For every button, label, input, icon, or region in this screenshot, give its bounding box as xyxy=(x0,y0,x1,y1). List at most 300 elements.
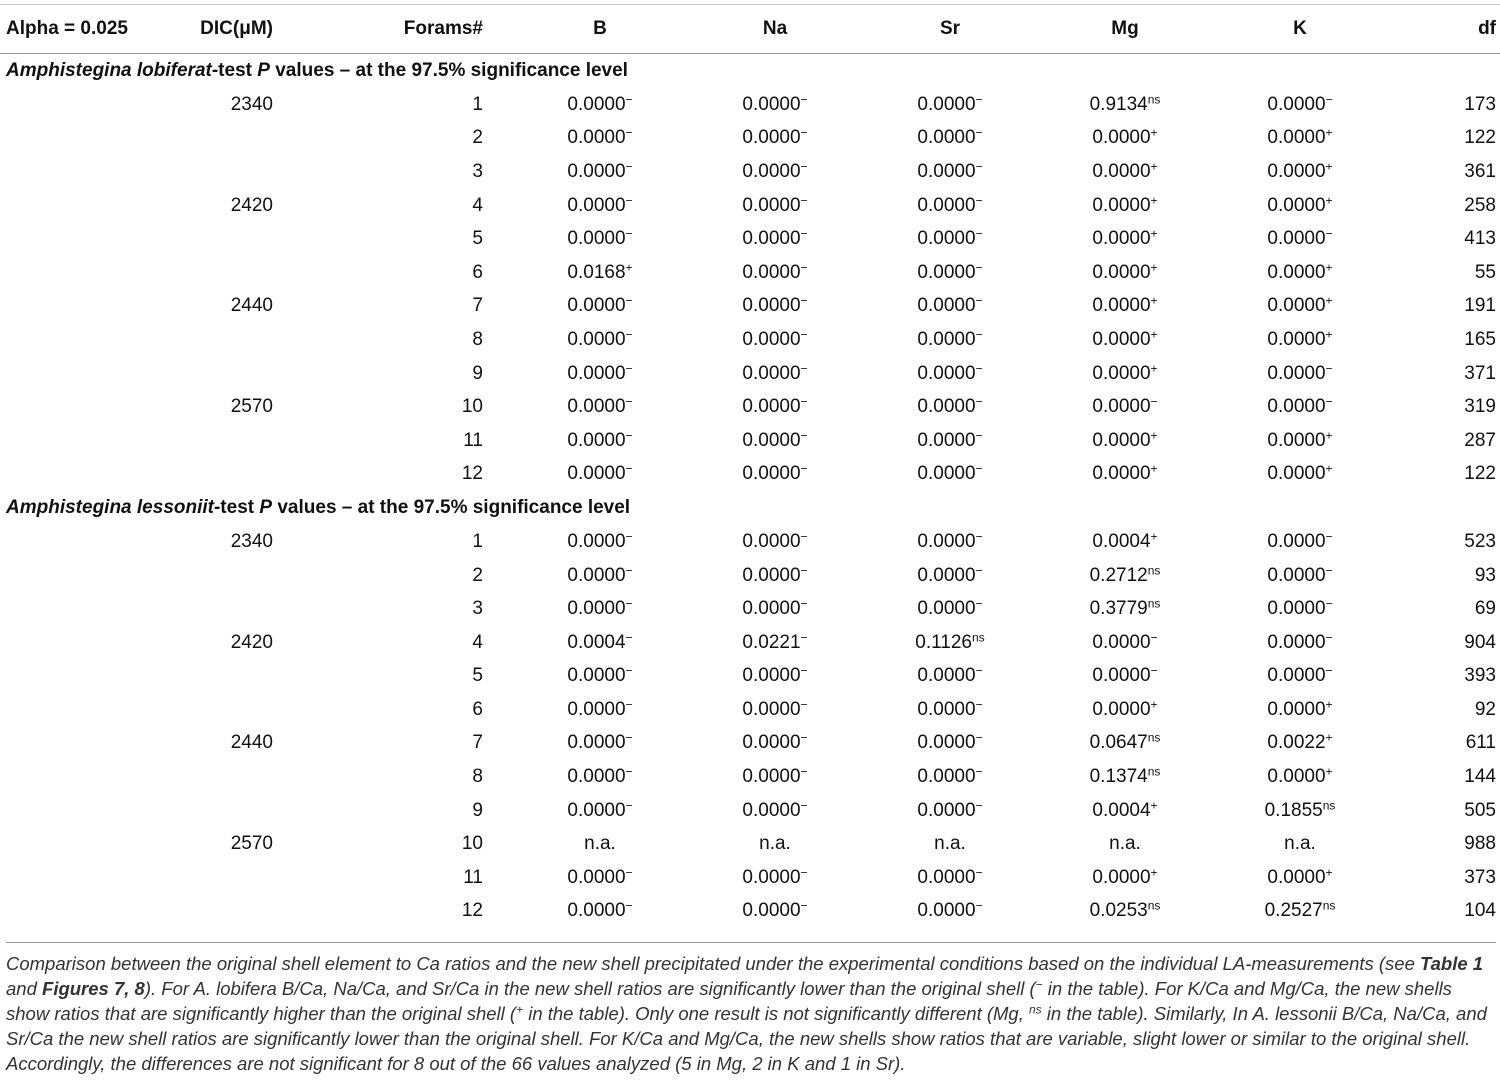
pvalue: 0.0000 xyxy=(742,598,801,620)
pvalue-cell-sr xyxy=(860,626,1040,660)
significance-mark: − xyxy=(625,764,633,779)
alpha-cell xyxy=(0,895,150,929)
pvalue-cell-mg xyxy=(1040,525,1210,559)
dic-cell xyxy=(150,794,300,828)
pvalue-cell-k xyxy=(1210,424,1390,458)
pvalue: 0.0000 xyxy=(742,93,801,115)
pvalue: 0.0000 xyxy=(742,362,801,384)
pvalue-cell-sr xyxy=(860,525,1040,559)
pvalue-cell-sr xyxy=(860,727,1040,761)
pvalue-cell-k xyxy=(1210,693,1390,727)
significance-mark: − xyxy=(1325,529,1333,544)
pvalue-cell-b xyxy=(510,626,690,660)
pvalue-cell-mg xyxy=(1040,626,1210,660)
pvalue-cell-na xyxy=(690,895,860,929)
pvalue-cell-sr xyxy=(860,390,1040,424)
table-row xyxy=(0,760,1500,794)
pvalue: n.a. xyxy=(1109,833,1141,855)
significance-mark: − xyxy=(975,562,983,577)
pvalue-cell-b xyxy=(510,861,690,895)
significance-mark: + xyxy=(1150,428,1158,443)
significance-mark: − xyxy=(1325,596,1333,611)
pvalue: 0.0000 xyxy=(1092,631,1151,653)
pvalue-cell-na xyxy=(690,827,860,861)
significance-mark: + xyxy=(1150,697,1158,712)
foram-cell: 5 xyxy=(472,665,483,687)
significance-mark: − xyxy=(800,529,808,544)
significance-mark: − xyxy=(975,898,983,913)
alpha-cell xyxy=(0,458,150,492)
significance-mark: − xyxy=(800,360,808,375)
significance-mark: + xyxy=(1325,125,1333,140)
pvalue: 0.0000 xyxy=(742,429,801,451)
pvalue: 0.0000 xyxy=(567,866,626,888)
header-na: Na xyxy=(690,5,860,54)
foram-cell: 3 xyxy=(472,160,483,182)
results-table xyxy=(0,4,1500,928)
significance-mark: − xyxy=(625,865,633,880)
significance-mark: − xyxy=(975,697,983,712)
pvalue-cell-na xyxy=(690,88,860,122)
table-row xyxy=(0,88,1500,122)
pvalue-cell-b xyxy=(510,660,690,694)
alpha-cell xyxy=(0,290,150,324)
alpha-cell xyxy=(0,827,150,861)
alpha-cell xyxy=(0,660,150,694)
significance-mark: + xyxy=(1325,327,1333,342)
pvalue-cell-k xyxy=(1210,760,1390,794)
pvalue-cell-na xyxy=(690,222,860,256)
pvalue-cell-mg xyxy=(1040,290,1210,324)
pvalue: 0.0000 xyxy=(1092,429,1151,451)
pvalue: 0.0000 xyxy=(917,598,976,620)
pvalue-cell-sr xyxy=(860,424,1040,458)
significance-mark: + xyxy=(1150,293,1158,308)
significance-mark: − xyxy=(975,764,983,779)
pvalue-cell-mg xyxy=(1040,122,1210,156)
pvalue-cell-mg xyxy=(1040,424,1210,458)
df-cell: 173 xyxy=(1464,93,1496,115)
pvalue-cell-b xyxy=(510,88,690,122)
table-row xyxy=(0,323,1500,357)
significance-mark: − xyxy=(1150,630,1158,645)
df-cell: 104 xyxy=(1464,900,1496,922)
significance-mark: − xyxy=(975,226,983,241)
significance-mark: − xyxy=(800,125,808,140)
pvalue: 0.0000 xyxy=(917,93,976,115)
significance-mark: − xyxy=(800,730,808,745)
pvalue-cell-na xyxy=(690,155,860,189)
pvalue-cell-k xyxy=(1210,256,1390,290)
significance-mark: − xyxy=(625,730,633,745)
pvalue: 0.0000 xyxy=(567,530,626,552)
pvalue-cell-sr xyxy=(860,290,1040,324)
pvalue-cell-na xyxy=(690,660,860,694)
pvalue-cell-na xyxy=(690,794,860,828)
pvalue-cell-mg xyxy=(1040,592,1210,626)
significance-mark: − xyxy=(800,898,808,913)
pvalue-cell-k xyxy=(1210,290,1390,324)
significance-mark: + xyxy=(1325,428,1333,443)
df-cell: 92 xyxy=(1474,698,1496,720)
pvalue: 0.0004 xyxy=(567,631,626,653)
df-cell: 611 xyxy=(1465,732,1496,754)
pvalue: 0.0000 xyxy=(917,160,976,182)
caption-sup-ns: ns xyxy=(1028,1002,1042,1017)
table-row xyxy=(0,189,1500,223)
pvalue: n.a. xyxy=(584,833,616,855)
table-row xyxy=(0,727,1500,761)
pvalue-cell-na xyxy=(690,189,860,223)
dic-cell xyxy=(150,458,300,492)
alpha-cell xyxy=(0,559,150,593)
table-row xyxy=(0,626,1500,660)
header-k: K xyxy=(1210,5,1390,54)
pvalue-cell-mg xyxy=(1040,155,1210,189)
significance-mark: + xyxy=(1150,192,1158,207)
pvalue-cell-sr xyxy=(860,861,1040,895)
pvalue-cell-b xyxy=(510,357,690,391)
pvalue: 0.0000 xyxy=(742,732,801,754)
significance-mark: − xyxy=(625,92,633,107)
df-cell: 287 xyxy=(1464,429,1496,451)
pvalue-cell-na xyxy=(690,424,860,458)
df-cell: 413 xyxy=(1464,228,1496,250)
alpha-cell xyxy=(0,323,150,357)
significance-mark: − xyxy=(625,798,633,813)
header-alpha: Alpha = 0.025 xyxy=(0,5,150,54)
pvalue-cell-sr xyxy=(860,122,1040,156)
df-cell: 988 xyxy=(1464,833,1496,855)
significance-mark: − xyxy=(625,327,633,342)
significance-mark: − xyxy=(800,192,808,207)
foram-cell: 10 xyxy=(461,833,483,855)
pvalue-cell-sr xyxy=(860,693,1040,727)
dic-cell xyxy=(150,424,300,458)
alpha-cell xyxy=(0,693,150,727)
foram-cell: 11 xyxy=(463,429,483,451)
pvalue: 0.0000 xyxy=(567,598,626,620)
section-title xyxy=(0,54,1500,89)
pvalue-cell-k xyxy=(1210,794,1390,828)
pvalue: 0.0000 xyxy=(1092,396,1151,418)
dic-cell xyxy=(150,222,300,256)
significance-mark: − xyxy=(1325,630,1333,645)
significance-mark: ns xyxy=(1147,596,1161,611)
pvalue-cell-mg xyxy=(1040,256,1210,290)
pvalue: 0.0000 xyxy=(567,732,626,754)
pvalue-cell-sr xyxy=(860,760,1040,794)
pvalue: 0.0000 xyxy=(1092,328,1151,350)
pvalue: 0.0168 xyxy=(567,261,626,283)
pvalue: 0.0000 xyxy=(1267,564,1326,586)
section-title-part: t xyxy=(207,497,214,519)
foram-cell: 1 xyxy=(472,530,483,552)
df-cell: 904 xyxy=(1464,631,1496,653)
dic-cell xyxy=(150,693,300,727)
pvalue-cell-k xyxy=(1210,458,1390,492)
pvalue-cell-mg xyxy=(1040,458,1210,492)
pvalue-cell-mg xyxy=(1040,660,1210,694)
pvalue: 0.0000 xyxy=(917,665,976,687)
pvalue-cell-b xyxy=(510,424,690,458)
significance-mark: − xyxy=(800,562,808,577)
pvalue: 0.0000 xyxy=(1092,295,1151,317)
pvalue-cell-mg xyxy=(1040,827,1210,861)
pvalue: 0.0000 xyxy=(917,564,976,586)
alpha-cell xyxy=(0,626,150,660)
pvalue-cell-b xyxy=(510,559,690,593)
significance-mark: − xyxy=(1325,360,1333,375)
pvalue: 0.0000 xyxy=(567,564,626,586)
pvalue-cell-b xyxy=(510,592,690,626)
pvalue-cell-sr xyxy=(860,458,1040,492)
foram-cell: 10 xyxy=(461,396,483,418)
caption-link-table[interactable]: Table 1 xyxy=(1420,953,1484,974)
pvalue: 0.0000 xyxy=(917,127,976,149)
section-title-part: P xyxy=(259,497,273,519)
pvalue-cell-b xyxy=(510,256,690,290)
significance-mark: − xyxy=(800,428,808,443)
pvalue-cell-na xyxy=(690,760,860,794)
caption-text: in the table). For K/Ca and Mg/Ca, the new shells show ratios that are significantly higher than the original shell ( xyxy=(6,978,1452,1024)
pvalue: 0.0000 xyxy=(742,866,801,888)
caption-text: in the table). Similarly, In A. lessonii B/Ca, Na/Ca, and Sr/Ca the new shell ratios are significantly lower than the original shell. For K/Ca and Mg/Ca, the new shells show ratios that are variable, slight lower or similar to the original shell. Accordingly, the differences are not significant for 8 out of the 66 values analyzed (5 in Mg, 2 in K and 1 in Sr). xyxy=(6,1003,1487,1074)
significance-mark: − xyxy=(975,192,983,207)
pvalue: 0.0000 xyxy=(917,698,976,720)
pvalue: 0.1126 xyxy=(915,631,972,653)
pvalue-cell-na xyxy=(690,693,860,727)
header-df: df xyxy=(1390,5,1500,54)
pvalue: 0.0000 xyxy=(742,900,801,922)
pvalue-cell-mg xyxy=(1040,861,1210,895)
table-row xyxy=(0,827,1500,861)
pvalue: 0.0000 xyxy=(567,160,626,182)
foram-cell: 4 xyxy=(472,631,483,653)
header-forams: Forams# xyxy=(300,5,510,54)
significance-mark: − xyxy=(975,260,983,275)
foram-cell: 3 xyxy=(472,598,483,620)
pvalue-cell-sr xyxy=(860,559,1040,593)
pvalue: 0.0000 xyxy=(1092,228,1151,250)
pvalue-cell-sr xyxy=(860,660,1040,694)
caption-text: ). For A. lobifera B/Ca, Na/Ca, and Sr/Ca in the new shell ratios are significantly lower than the original shell ( xyxy=(144,978,1036,999)
df-cell: 122 xyxy=(1464,463,1496,485)
significance-mark: + xyxy=(1325,192,1333,207)
caption-link-figures[interactable]: Figures 7, 8 xyxy=(42,978,145,999)
pvalue-cell-mg xyxy=(1040,357,1210,391)
pvalue-cell-mg xyxy=(1040,760,1210,794)
alpha-cell xyxy=(0,727,150,761)
significance-mark: + xyxy=(1150,529,1158,544)
pvalue-cell-k xyxy=(1210,189,1390,223)
significance-mark: − xyxy=(975,125,983,140)
table-row xyxy=(0,155,1500,189)
header-row xyxy=(0,5,1500,54)
pvalue: 0.0000 xyxy=(1267,362,1326,384)
header-sr: Sr xyxy=(860,5,1040,54)
significance-mark: + xyxy=(1150,226,1158,241)
pvalue-cell-mg xyxy=(1040,559,1210,593)
significance-mark: − xyxy=(1150,663,1158,678)
significance-mark: − xyxy=(800,92,808,107)
pvalue-cell-sr xyxy=(860,189,1040,223)
pvalue-cell-mg xyxy=(1040,727,1210,761)
pvalue: 0.0000 xyxy=(1092,194,1151,216)
alpha-cell xyxy=(0,88,150,122)
pvalue-cell-na xyxy=(690,559,860,593)
table-row xyxy=(0,794,1500,828)
significance-mark: − xyxy=(625,663,633,678)
df-cell: 361 xyxy=(1464,160,1496,182)
pvalue: n.a. xyxy=(934,833,966,855)
significance-mark: − xyxy=(1325,226,1333,241)
pvalue: 0.0000 xyxy=(917,799,976,821)
pvalue: n.a. xyxy=(1284,833,1316,855)
significance-mark: + xyxy=(1325,159,1333,174)
foram-cell: 4 xyxy=(472,194,483,216)
pvalue-cell-na xyxy=(690,256,860,290)
pvalue-cell-sr xyxy=(860,895,1040,929)
significance-mark: + xyxy=(1325,730,1333,745)
caption-text: in the table). Only one result is not significantly different (Mg, xyxy=(523,1003,1029,1024)
significance-mark: − xyxy=(975,730,983,745)
significance-mark: − xyxy=(975,798,983,813)
pvalue: 0.0000 xyxy=(567,295,626,317)
section-title xyxy=(0,491,1500,525)
significance-mark: − xyxy=(1325,562,1333,577)
dic-cell: 2420 xyxy=(230,631,273,653)
significance-mark: − xyxy=(975,596,983,611)
pvalue: 0.0000 xyxy=(742,766,801,788)
pvalue-cell-b xyxy=(510,290,690,324)
section-title-part: Amphistegina lessonii xyxy=(6,497,208,519)
pvalue: 0.0000 xyxy=(742,463,801,485)
significance-mark: ns xyxy=(1147,562,1161,577)
significance-mark: − xyxy=(975,461,983,476)
pvalue: 0.0000 xyxy=(1267,866,1326,888)
alpha-cell xyxy=(0,525,150,559)
significance-mark: − xyxy=(800,461,808,476)
df-cell: 371 xyxy=(1464,362,1496,384)
pvalue: 0.0000 xyxy=(917,866,976,888)
significance-mark: + xyxy=(1325,697,1333,712)
significance-mark: ns xyxy=(1322,898,1336,913)
alpha-cell xyxy=(0,189,150,223)
pvalue: 0.0000 xyxy=(1267,665,1326,687)
table-row xyxy=(0,256,1500,290)
pvalue: 0.0000 xyxy=(567,228,626,250)
pvalue-cell-k xyxy=(1210,390,1390,424)
foram-cell: 2 xyxy=(472,127,483,149)
pvalue: 0.2527 xyxy=(1264,900,1323,922)
pvalue-cell-k xyxy=(1210,861,1390,895)
significance-mark: − xyxy=(975,865,983,880)
significance-mark: − xyxy=(1325,663,1333,678)
dic-cell xyxy=(150,155,300,189)
df-cell: 93 xyxy=(1474,564,1496,586)
significance-mark: + xyxy=(1150,865,1158,880)
df-cell: 165 xyxy=(1464,328,1496,350)
dic-cell: 2570 xyxy=(230,833,273,855)
pvalue-cell-k xyxy=(1210,660,1390,694)
table-row xyxy=(0,122,1500,156)
pvalue: 0.0000 xyxy=(1267,598,1326,620)
header-dic: DIC(μM) xyxy=(150,5,300,54)
dic-cell: 2340 xyxy=(230,530,273,552)
table-row xyxy=(0,222,1500,256)
df-cell: 373 xyxy=(1464,866,1496,888)
pvalue: 0.0000 xyxy=(917,732,976,754)
pvalue: 0.0000 xyxy=(1092,362,1151,384)
foram-cell: 6 xyxy=(472,698,483,720)
table-row xyxy=(0,895,1500,929)
significance-mark: + xyxy=(1150,159,1158,174)
significance-mark: − xyxy=(625,159,633,174)
significance-mark: − xyxy=(625,428,633,443)
significance-mark: − xyxy=(800,327,808,342)
pvalue: 0.0000 xyxy=(742,228,801,250)
table-body xyxy=(0,54,1500,929)
table-row xyxy=(0,525,1500,559)
significance-mark: − xyxy=(800,596,808,611)
pvalue-cell-mg xyxy=(1040,222,1210,256)
pvalue-cell-sr xyxy=(860,357,1040,391)
pvalue-cell-na xyxy=(690,727,860,761)
pvalue: 0.0000 xyxy=(917,429,976,451)
caption-text: Comparison between the original shell element to Ca ratios and the new shell precipitated under the experimental conditions based on the individual LA-measurements (see xyxy=(6,953,1421,974)
significance-mark: ns xyxy=(1147,92,1161,107)
pvalue-cell-mg xyxy=(1040,794,1210,828)
df-cell: 144 xyxy=(1464,766,1496,788)
pvalue-cell-k xyxy=(1210,222,1390,256)
pvalue: 0.0000 xyxy=(742,564,801,586)
section-title-part: t xyxy=(205,60,212,81)
pvalue-cell-k xyxy=(1210,827,1390,861)
caption-sup-minus: − xyxy=(1035,977,1043,992)
df-cell: 393 xyxy=(1464,665,1496,687)
pvalue: 0.0000 xyxy=(917,261,976,283)
pvalue: 0.0000 xyxy=(567,93,626,115)
table-row xyxy=(0,290,1500,324)
pvalue-cell-na xyxy=(690,626,860,660)
significance-mark: − xyxy=(975,92,983,107)
significance-mark: − xyxy=(625,697,633,712)
pvalue: 0.0000 xyxy=(917,228,976,250)
foram-cell: 9 xyxy=(472,362,483,384)
significance-mark: ns xyxy=(1322,798,1336,813)
pvalue-cell-na xyxy=(690,390,860,424)
pvalue: 0.0000 xyxy=(917,396,976,418)
pvalue: 0.0000 xyxy=(917,766,976,788)
pvalue-cell-b xyxy=(510,189,690,223)
foram-cell: 5 xyxy=(472,228,483,250)
pvalue: 0.0253 xyxy=(1089,900,1148,922)
pvalue: 0.0000 xyxy=(742,530,801,552)
pvalue-cell-k xyxy=(1210,895,1390,929)
significance-mark: − xyxy=(975,428,983,443)
pvalue: 0.0022 xyxy=(1267,732,1326,754)
pvalue-cell-b xyxy=(510,323,690,357)
significance-mark: − xyxy=(800,663,808,678)
significance-mark: + xyxy=(1150,461,1158,476)
significance-mark: − xyxy=(975,663,983,678)
pvalue: 0.0000 xyxy=(742,261,801,283)
foram-cell: 7 xyxy=(472,295,483,317)
foram-cell: 7 xyxy=(472,732,483,754)
pvalue-cell-mg xyxy=(1040,390,1210,424)
significance-mark: − xyxy=(975,327,983,342)
